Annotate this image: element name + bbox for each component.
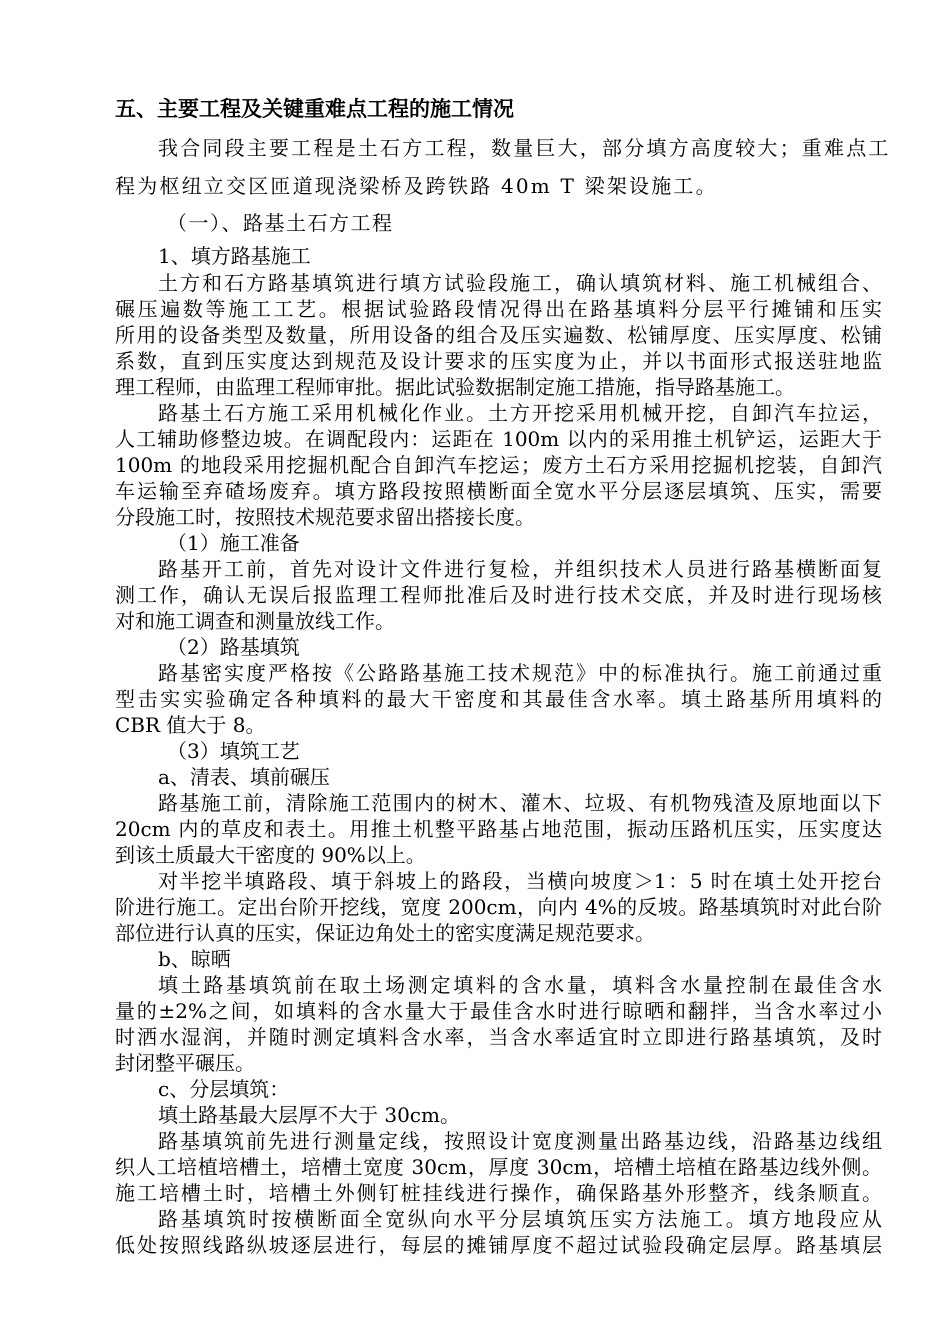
subheading: （2）路基填筑 <box>167 635 300 659</box>
paragraph-line: 土方和石方路基填筑进行填方试验段施工，确认填筑材料、施工机械组合、 <box>158 271 882 295</box>
paragraph-line: 时洒水湿润，并随时测定填料含水率，当含水率适宜时立即进行路基填筑，及时 <box>115 1025 882 1049</box>
paragraph-line: 封闭整平碾压。 <box>115 1051 255 1075</box>
subheading: b、晾晒 <box>158 947 231 971</box>
paragraph-line: 部位进行认真的压实，保证边角处土的密实度满足规范要求。 <box>115 921 655 945</box>
paragraph-line: 对半挖半填路段、填于斜坡上的路段，当横向坡度＞1：5 时在填土处开挖台 <box>158 869 882 893</box>
paragraph-line: 车运输至弃碴场废弃。填方路段按照横断面全宽水平分层逐层填筑、压实，需要 <box>115 479 882 503</box>
subheading: a、清表、填前碾压 <box>158 765 330 789</box>
subheading: （3）填筑工艺 <box>167 739 300 763</box>
intro-line: 我合同段主要工程是土石方工程，数量巨大，部分填方高度较大；重难点工 <box>158 136 891 160</box>
intro-line: 程为枢纽立交区匝道现浇梁桥及跨铁路 40m T 梁架设施工。 <box>115 174 718 198</box>
paragraph-line: 100m 的地段采用挖掘机配合自卸汽车挖运；废方土石方采用挖掘机挖装，自卸汽 <box>115 453 882 477</box>
paragraph-line: 路基施工前，清除施工范围内的树木、灌木、垃圾、有机物残渣及原地面以下 <box>158 791 882 815</box>
paragraph-line: 路基密实度严格按《公路路基施工技术规范》中的标准执行。施工前通过重 <box>158 661 882 685</box>
subsection-heading: （一）、路基土石方工程 <box>167 211 394 235</box>
paragraph-line: 填土路基最大层厚不大于 30cm。 <box>158 1103 460 1127</box>
paragraph-line: CBR 值大于 8。 <box>115 713 266 737</box>
paragraph-line: 路基填筑时按横断面全宽纵向水平分层填筑压实方法施工。填方地段应从 <box>158 1207 882 1231</box>
paragraph-line: 所用的设备类型及数量，所用设备的组合及压实遍数、松铺厚度、压实厚度、松铺 <box>115 323 882 347</box>
subheading: （1）施工准备 <box>167 531 300 555</box>
paragraph-line: 织人工培植培槽土，培槽土宽度 30cm，厚度 30cm，培槽土培植在路基边线外侧。 <box>115 1155 882 1179</box>
paragraph-line: 对和施工调查和测量放线工作。 <box>115 609 395 633</box>
paragraph-line: 分段施工时，按照技术规范要求留出搭接长度。 <box>115 505 535 529</box>
paragraph-line: 碾压遍数等施工工艺。根据试验路段情况得出在路基填料分层平行摊铺和压实 <box>115 297 882 321</box>
item-heading: 1、填方路基施工 <box>158 244 311 268</box>
section-title: 五、主要工程及关键重难点工程的施工情况 <box>115 96 514 121</box>
paragraph-line: 低处按照线路纵坡逐层进行，每层的摊铺厚度不超过试验段确定层厚。路基填层 <box>115 1233 882 1257</box>
paragraph-line: 量的±2%之间，如填料的含水量大于最佳含水时进行晾晒和翻拌，当含水率过小 <box>115 999 882 1023</box>
paragraph-line: 理工程师，由监理工程师审批。据此试验数据制定施工措施，指导路基施工。 <box>115 375 795 399</box>
paragraph-line: 测工作，确认无误后报监理工程师批准后及时进行技术交底，并及时进行现场核 <box>115 583 882 607</box>
paragraph-line: 路基开工前，首先对设计文件进行复检，并组织技术人员进行路基横断面复 <box>158 557 882 581</box>
subheading: c、分层填筑： <box>158 1077 290 1101</box>
paragraph-line: 施工培槽土时，培槽土外侧钉桩挂线进行操作，确保路基外形整齐，线条顺直。 <box>115 1181 882 1205</box>
paragraph-line: 型击实实验确定各种填料的最大干密度和其最佳含水率。填土路基所用填料的 <box>115 687 882 711</box>
paragraph-line: 到该土质最大干密度的 90%以上。 <box>115 843 426 867</box>
paragraph-line: 填土路基填筑前在取土场测定填料的含水量，填料含水量控制在最佳含水 <box>158 973 882 997</box>
paragraph-line: 路基土石方施工采用机械化作业。土方开挖采用机械开挖，自卸汽车拉运， <box>158 401 882 425</box>
paragraph-line: 系数，直到压实度达到规范及设计要求的压实度为止，并以书面形式报送驻地监 <box>115 349 882 373</box>
paragraph-line: 阶进行施工。定出台阶开挖线，宽度 200cm，向内 4%的反坡。路基填筑时对此台阶 <box>115 895 882 919</box>
paragraph-line: 人工辅助修整边坡。在调配段内：运距在 100m 以内的采用推土机铲运，运距大于 <box>115 427 882 451</box>
paragraph-line: 20cm 内的草皮和表土。用推土机整平路基占地范围，振动压路机压实，压实度达 <box>115 817 882 841</box>
paragraph-line: 路基填筑前先进行测量定线，按照设计宽度测量出路基边线，沿路基边线组 <box>158 1129 882 1153</box>
